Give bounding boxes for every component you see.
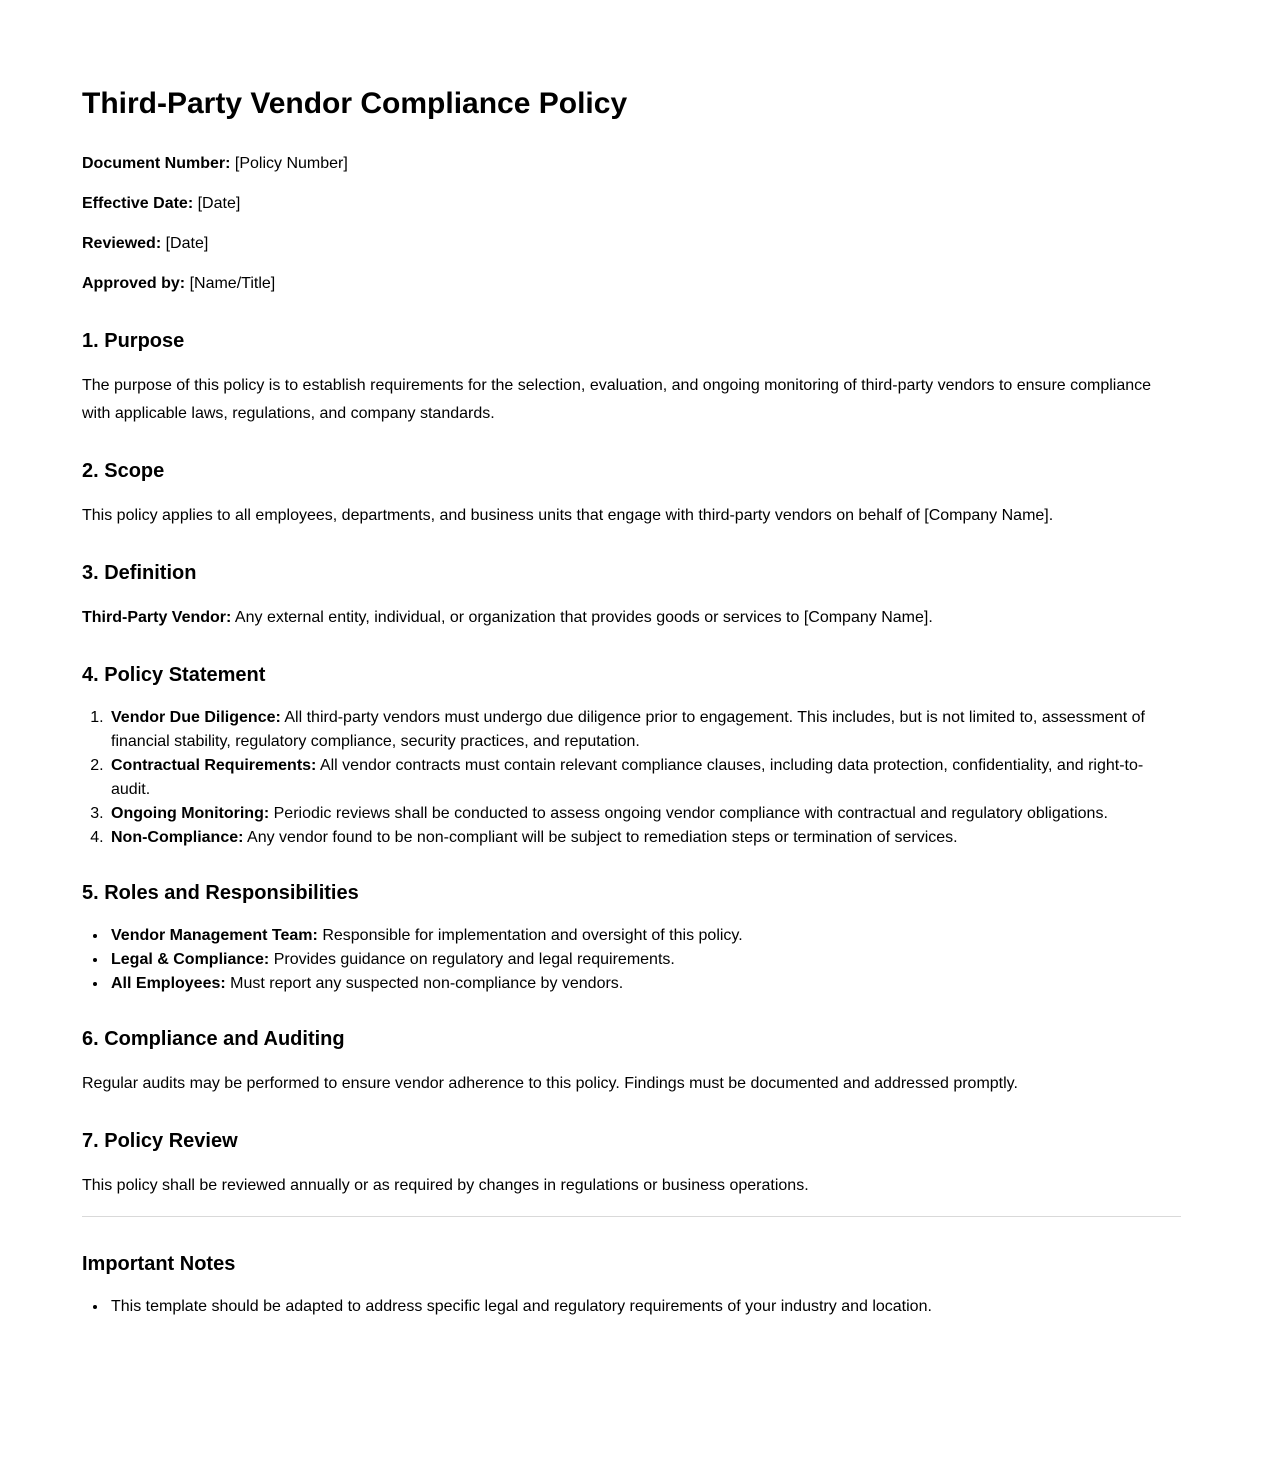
list-item bbox=[108, 802, 1181, 826]
section-paragraph: Regular audits may be performed to ensure vendor adherence to this policy. Findings must be documented and addressed promptly. bbox=[82, 1075, 1018, 1092]
section-purpose bbox=[82, 328, 1181, 428]
list-item-text: Any vendor found to be non-compliant will be subject to remediation steps or termination of services. bbox=[247, 829, 958, 846]
section-scope bbox=[82, 458, 1181, 530]
meta-row-document-number bbox=[82, 150, 1181, 178]
section-heading: 4. Policy Statement bbox=[82, 664, 266, 686]
list-item bbox=[108, 948, 1181, 972]
list-item bbox=[108, 706, 1181, 754]
divider bbox=[82, 1216, 1181, 1217]
section-heading: 7. Policy Review bbox=[82, 1130, 238, 1152]
list-item-label: Vendor Due Diligence: bbox=[111, 709, 281, 726]
definition-term-label: Third-Party Vendor: bbox=[82, 609, 232, 626]
section-paragraph: This policy shall be reviewed annually or as required by changes in regulations or business operations. bbox=[82, 1177, 809, 1194]
list-item bbox=[108, 924, 1181, 948]
section-policy-statement bbox=[82, 662, 1181, 850]
list-item: • This template should be adapted to address specific legal and regulatory requirements of your industry and location. bbox=[108, 1295, 1181, 1319]
section-heading: 5. Roles and Responsibilities bbox=[82, 882, 359, 904]
notes-heading: Important Notes bbox=[82, 1253, 236, 1275]
policy-statement-list bbox=[82, 706, 1181, 850]
important-notes bbox=[82, 1251, 1181, 1319]
list-item-label: Vendor Management Team: bbox=[111, 927, 318, 944]
meta-value: [Date] bbox=[197, 195, 241, 212]
section-heading: 3. Definition bbox=[82, 562, 197, 584]
meta-value: [Name/Title] bbox=[189, 275, 276, 292]
definition-term-text: Any external entity, individual, or organization that provides goods or services to [Company Name]. bbox=[234, 609, 933, 626]
list-item-label: All Employees: bbox=[111, 975, 226, 992]
list-item-label: Contractual Requirements: bbox=[111, 757, 317, 774]
section-roles-responsibilities bbox=[82, 880, 1181, 996]
meta-row-reviewed bbox=[82, 230, 1181, 258]
list-item bbox=[108, 754, 1181, 802]
section-heading: 6. Compliance and Auditing bbox=[82, 1028, 345, 1050]
document-title: Third-Party Vendor Compliance Policy bbox=[82, 87, 628, 120]
list-item-text: Responsible for implementation and oversight of this policy. bbox=[322, 927, 743, 944]
meta-row-effective-date bbox=[82, 190, 1181, 218]
section-heading: 1. Purpose bbox=[82, 330, 185, 352]
section-heading: 2. Scope bbox=[82, 460, 165, 482]
section-paragraph bbox=[82, 604, 1181, 632]
notes-list bbox=[82, 1295, 1181, 1319]
list-item-text: All vendor contracts must contain relevant compliance clauses, including data protection, confidentiality, and right-to-audit. bbox=[111, 757, 1144, 798]
list-item-label: Ongoing Monitoring: bbox=[111, 805, 270, 822]
section-definition bbox=[82, 560, 1181, 632]
meta-label: Effective Date: bbox=[82, 195, 194, 212]
list-item-text: Must report any suspected non-compliance by vendors. bbox=[230, 975, 624, 992]
list-item-text: Periodic reviews shall be conducted to assess ongoing vendor compliance with contractual and regulatory obligations. bbox=[273, 805, 1108, 822]
section-compliance-auditing bbox=[82, 1026, 1181, 1098]
list-item-text: Provides guidance on regulatory and legal requirements. bbox=[273, 951, 675, 968]
roles-list bbox=[82, 924, 1181, 996]
meta-label: Reviewed: bbox=[82, 235, 162, 252]
meta-value: [Policy Number] bbox=[234, 155, 348, 172]
list-item-label: Non-Compliance: bbox=[111, 829, 244, 846]
list-item bbox=[108, 826, 1181, 850]
meta-label: Approved by: bbox=[82, 275, 186, 292]
list-item bbox=[108, 972, 1181, 996]
list-item-label: Legal & Compliance: bbox=[111, 951, 270, 968]
meta-value: [Date] bbox=[165, 235, 209, 252]
section-policy-review bbox=[82, 1128, 1181, 1200]
meta-label: Document Number: bbox=[82, 155, 231, 172]
list-item-text: All third-party vendors must undergo due diligence prior to engagement. This includes, but is not limited to, assessment of financial stability, regulatory compliance, security practices, and reputation. bbox=[111, 709, 1145, 750]
meta-row-approved-by bbox=[82, 270, 1181, 298]
section-paragraph: This policy applies to all employees, departments, and business units that engage with third-party vendors on behalf of [Company Name]. bbox=[82, 507, 1054, 524]
section-paragraph: The purpose of this policy is to establish requirements for the selection, evaluation, and ongoing monitoring of third-party vendors to ensure compliance with applicable laws, regulations, and company standards. bbox=[82, 377, 1152, 422]
